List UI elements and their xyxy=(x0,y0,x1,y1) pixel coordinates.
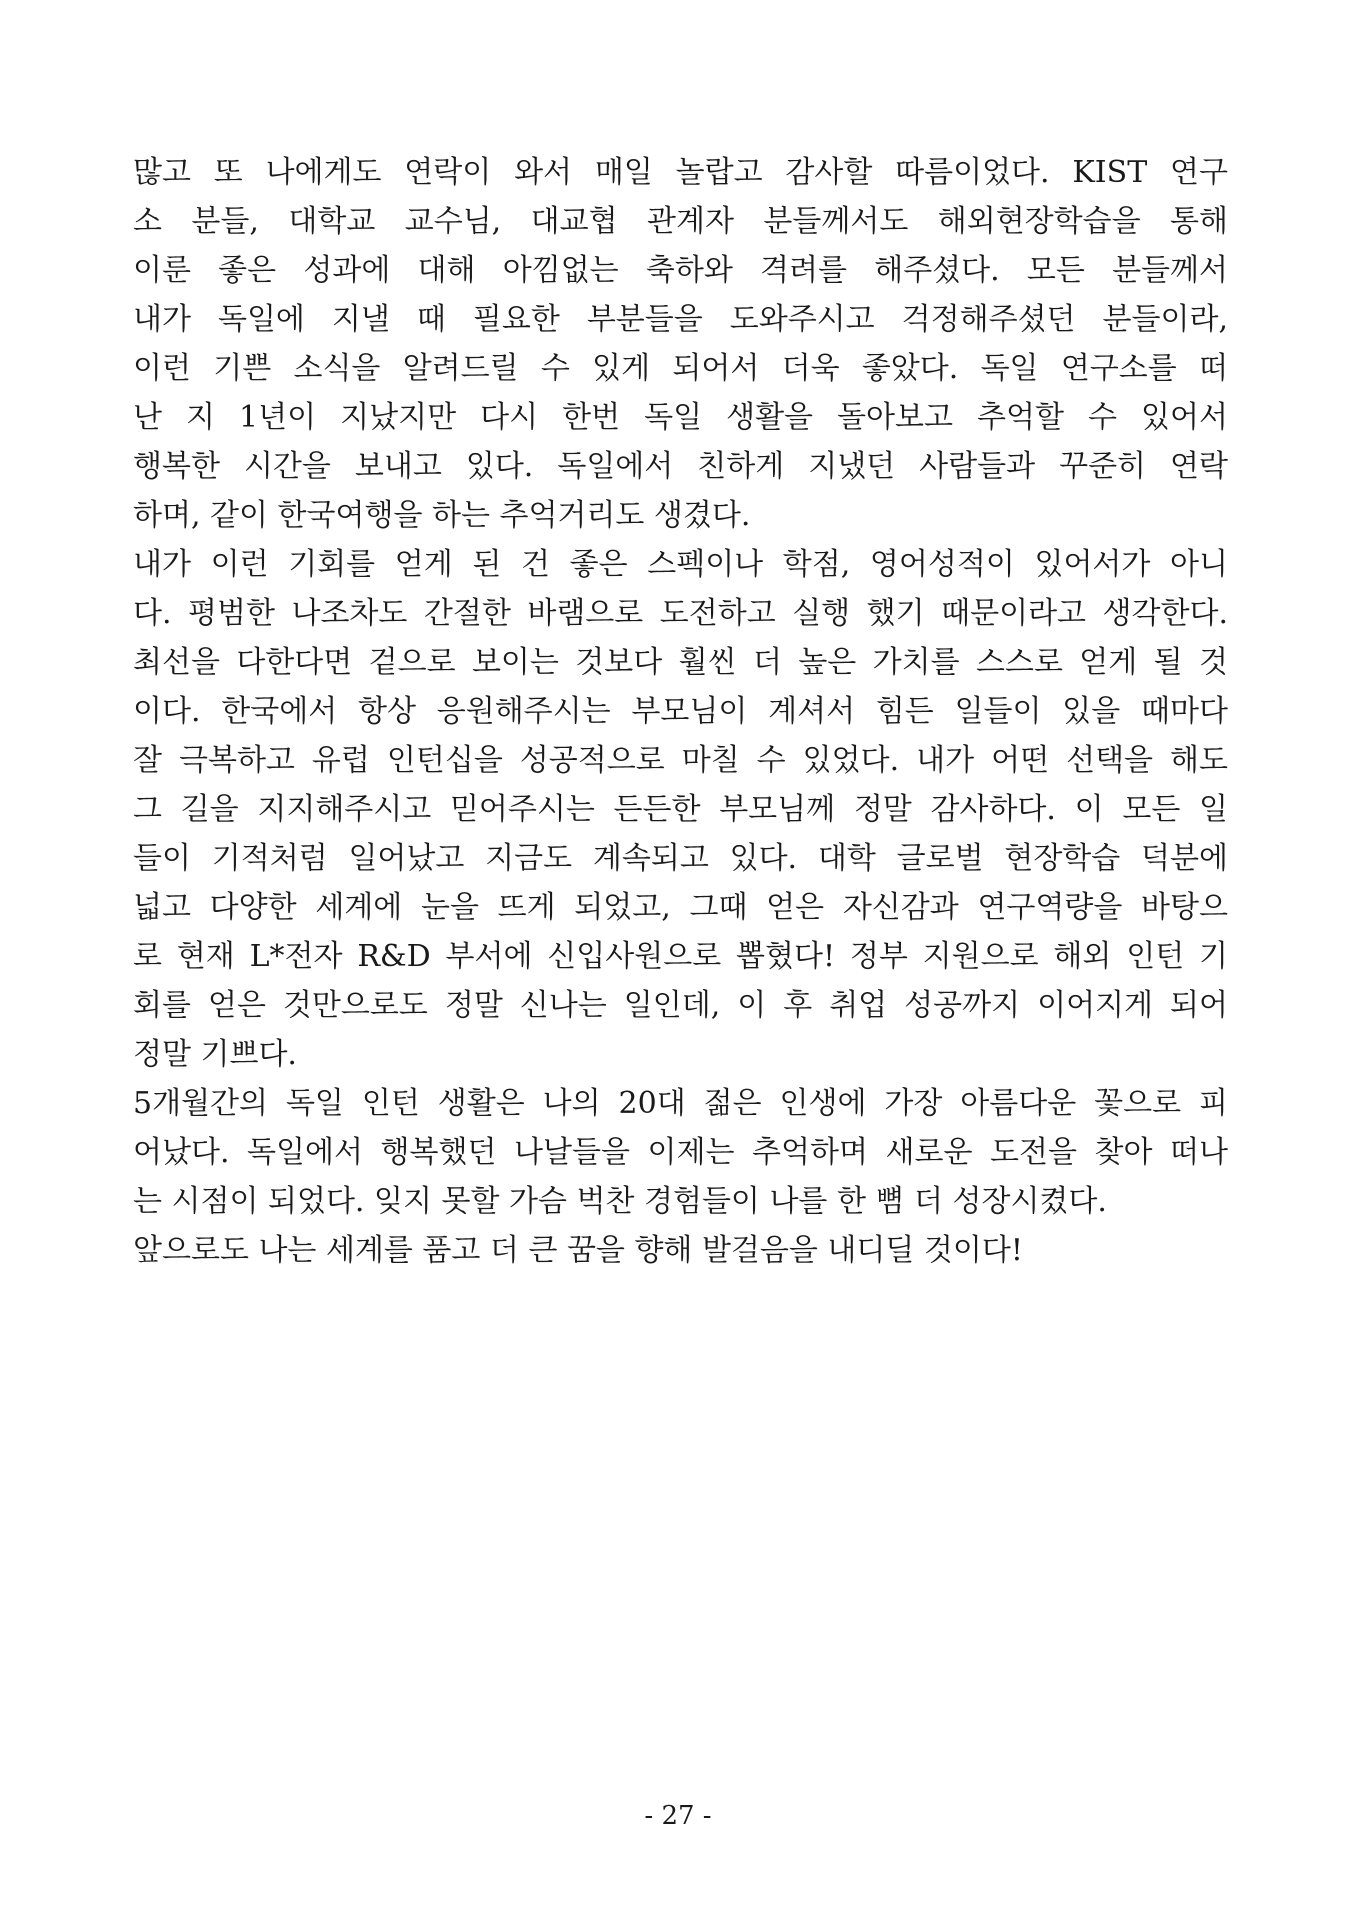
text-line: 난 지 1년이 지났지만 다시 한번 독일 생활을 돌아보고 추억할 수 있어서 xyxy=(133,400,1228,435)
text-line: 5개월간의 독일 인턴 생활은 나의 20대 젊은 인생에 가장 아름다운 꽃으로 피 xyxy=(133,1086,1228,1121)
text-line: 행복한 시간을 보내고 있다. 독일에서 친하게 지냈던 사람들과 꾸준히 연락 xyxy=(133,449,1228,484)
text-line: 내가 이런 기회를 얻게 된 건 좋은 스펙이나 학점, 영어성적이 있어서가 아니 xyxy=(133,547,1228,582)
text-line: 넓고 다양한 세계에 눈을 뜨게 되었고, 그때 얻은 자신감과 연구역량을 바탕으 xyxy=(133,890,1228,925)
page-number: - 27 - xyxy=(644,1801,712,1831)
text-line: 내가 독일에 지낼 때 필요한 부분들을 도와주시고 걱정해주셨던 분들이라, xyxy=(133,302,1228,337)
text-line: 최선을 다한다면 겉으로 보이는 것보다 훨씬 더 높은 가치를 스스로 얻게 될 것 xyxy=(133,645,1228,680)
text-line: 회를 얻은 것만으로도 정말 신나는 일인데, 이 후 취업 성공까지 이어지게 되어 xyxy=(133,988,1228,1023)
text-line: 하며, 같이 한국여행을 하는 추억거리도 생겼다. xyxy=(133,498,751,533)
text-line: 잘 극복하고 유럽 인턴십을 성공적으로 마칠 수 있었다. 내가 어떤 선택을 해도 xyxy=(133,743,1228,778)
text-line: 앞으로도 나는 세계를 품고 더 큰 꿈을 향해 발걸음을 내디딜 것이다! xyxy=(133,1233,1023,1268)
text-line: 어났다. 독일에서 행복했던 나날들을 이제는 추억하며 새로운 도전을 찾아 떠나 xyxy=(133,1135,1228,1170)
text-line: 정말 기쁘다. xyxy=(133,1037,297,1072)
text-line: 다. 평범한 나조차도 간절한 바램으로 도전하고 실행 했기 때문이라고 생각한다. xyxy=(133,596,1228,631)
text-line: 이런 기쁜 소식을 알려드릴 수 있게 되어서 더욱 좋았다. 독일 연구소를 떠 xyxy=(133,351,1228,386)
text-line: 소 분들, 대학교 교수님, 대교협 관계자 분들께서도 해외현장학습을 통해 xyxy=(133,204,1228,239)
text-line: 이룬 좋은 성과에 대해 아낌없는 축하와 격려를 해주셨다. 모든 분들께서 xyxy=(133,253,1228,288)
body-text xyxy=(133,148,1228,1275)
text-line: 이다. 한국에서 항상 응원해주시는 부모님이 계셔서 힘든 일들이 있을 때마다 xyxy=(133,694,1228,729)
text-line: 그 길을 지지해주시고 믿어주시는 든든한 부모님께 정말 감사하다. 이 모든 일 xyxy=(133,792,1228,827)
text-line: 는 시점이 되었다. 잊지 못할 가슴 벅찬 경험들이 나를 한 뼘 더 성장시켰다. xyxy=(133,1184,1107,1219)
text-line: 들이 기적처럼 일어났고 지금도 계속되고 있다. 대학 글로벌 현장학습 덕분에 xyxy=(133,841,1228,876)
text-line: 많고 또 나에게도 연락이 와서 매일 놀랍고 감사할 따름이었다. KIST 연구 xyxy=(133,155,1228,190)
text-line: 로 현재 L*전자 R&D 부서에 신입사원으로 뽑혔다! 정부 지원으로 해외 인턴 기 xyxy=(133,939,1228,974)
